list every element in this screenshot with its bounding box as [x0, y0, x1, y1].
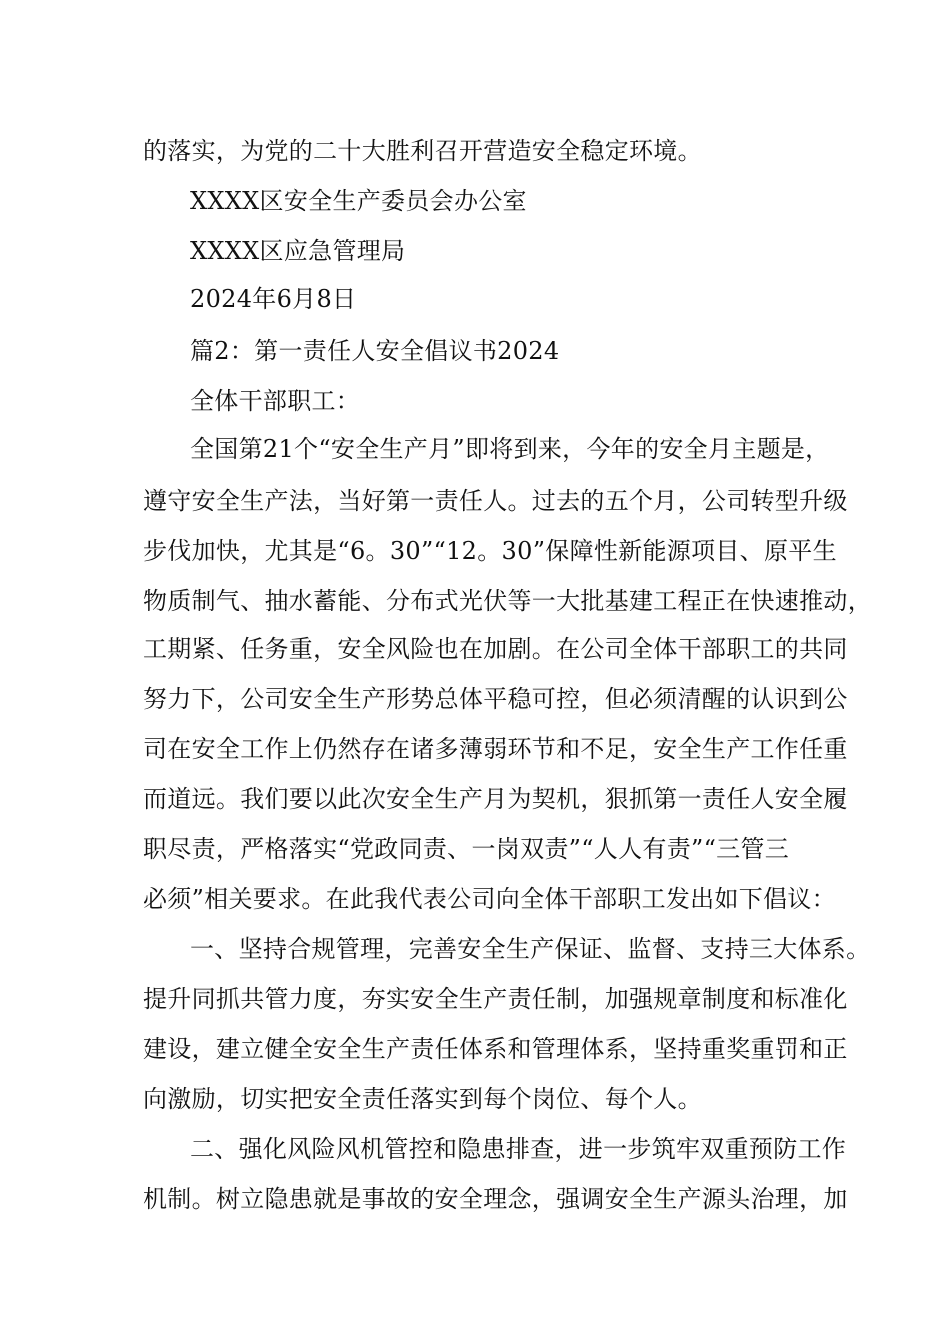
paragraph-line: 努力下，公司安全生产形势总体平稳可控，但必须清醒的认识到公 — [143, 685, 848, 713]
paragraph-line: 建设，建立健全安全生产责任体系和管理体系，坚持重奖重罚和正 — [143, 1035, 848, 1063]
paragraph-line: 必须”相关要求。在此我代表公司向全体干部职工发出如下倡议： — [143, 885, 836, 913]
paragraph-line: 提升同抓共管力度，夯实安全生产责任制，加强规章制度和标准化 — [143, 985, 848, 1013]
paragraph-line: 司在安全工作上仍然存在诸多薄弱环节和不足，安全生产工作任重 — [143, 735, 848, 763]
issuer-bureau-line: XXXX区应急管理局 — [190, 237, 406, 265]
date-line: 2024年6月8日 — [190, 285, 357, 313]
paragraph-line: 遵守安全生产法，当好第一责任人。过去的五个月，公司转型升级 — [143, 487, 848, 515]
salutation: 全体干部职工： — [190, 387, 361, 415]
paragraph-line: 向激励，切实把安全责任落实到每个岗位、每个人。 — [143, 1085, 702, 1113]
paragraph-line: 步伐加快，尤其是“6。30”“12。30”保障性新能源项目、原平生 — [143, 537, 837, 565]
paragraph-line: 工期紧、任务重，安全风险也在加剧。在公司全体干部职工的共同 — [143, 635, 848, 663]
section-title: 篇2：第一责任人安全倡议书2024 — [190, 337, 560, 365]
paragraph-line: 机制。树立隐患就是事故的安全理念，强调安全生产源头治理，加 — [143, 1185, 848, 1213]
paragraph-line: 物质制气、抽水蓄能、分布式光伏等一大批基建工程正在快速推动， — [143, 587, 872, 615]
paragraph-line: 而道远。我们要以此次安全生产月为契机，狠抓第一责任人安全履 — [143, 785, 848, 813]
issuer-office-line: XXXX区安全生产委员会办公室 — [190, 187, 527, 215]
paragraph-line: 的落实，为党的二十大胜利召开营造安全稳定环境。 — [143, 137, 702, 165]
paragraph-line: 二、强化风险风机管控和隐患排查，进一步筑牢双重预防工作 — [190, 1135, 847, 1163]
paragraph-line: 职尽责，严格落实“党政同责、一岗双责”“人人有责”“三管三 — [143, 835, 790, 863]
paragraph-line: 一、坚持合规管理，完善安全生产保证、监督、支持三大体系。 — [190, 935, 871, 963]
paragraph-line: 全国第21个“安全生产月”即将到来，今年的安全月主题是， — [190, 435, 830, 463]
